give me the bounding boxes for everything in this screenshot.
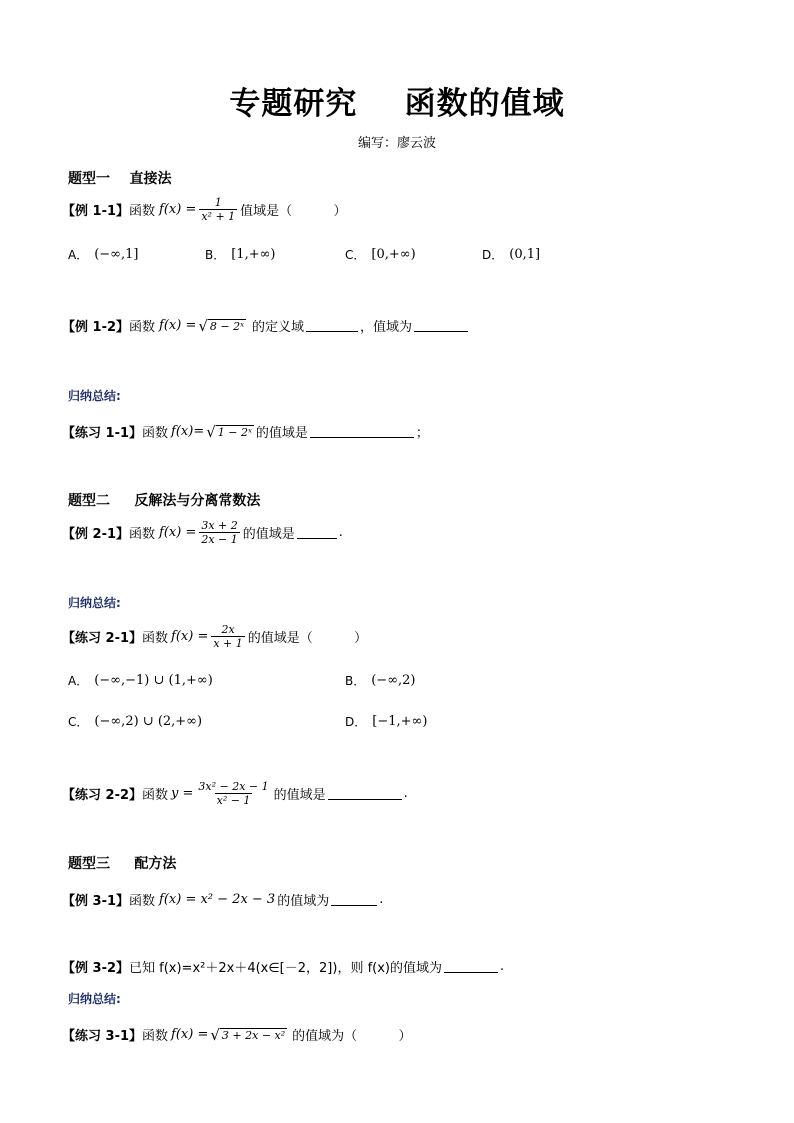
answer-blank[interactable] xyxy=(297,526,337,539)
option-value: (0,1] xyxy=(509,247,541,262)
example-2-1 xyxy=(62,519,343,546)
option-b[interactable] xyxy=(345,672,416,689)
function-lhs: f(x)= xyxy=(171,424,205,439)
example-1-2 xyxy=(62,316,470,335)
end-mark: . xyxy=(500,959,505,974)
option-c[interactable] xyxy=(68,713,202,730)
option-value: [0,+∞) xyxy=(371,247,416,262)
radicand: 1 − 2ˣ xyxy=(217,425,252,439)
radical-sign: √ xyxy=(210,1025,220,1044)
square-root xyxy=(210,1027,287,1043)
function-lhs: f(x) = xyxy=(159,525,197,540)
author-line: 编写：廖云波 xyxy=(357,136,436,151)
option-value: [−1,+∞) xyxy=(372,714,428,729)
radicand: 3 + 2x − x² xyxy=(221,1028,286,1042)
option-label: D． xyxy=(482,248,504,262)
example-tag: 【例 1-1】 xyxy=(62,204,130,219)
practice-tag: 【练习 2-2】 xyxy=(62,788,143,803)
square-root xyxy=(198,318,246,334)
example-prefix: 函数 xyxy=(129,894,156,909)
practice-prefix: 函数 xyxy=(142,631,169,646)
option-label: B． xyxy=(205,248,226,262)
practice-prefix: 函数 xyxy=(142,426,169,441)
fraction-denominator: 2x − 1 xyxy=(201,533,238,546)
question-stem: 的值域为 xyxy=(277,894,330,909)
end-mark: . xyxy=(379,892,384,907)
radical-sign: √ xyxy=(206,422,216,441)
function-lhs: f(x) = xyxy=(159,202,197,217)
example-prefix: 函数 xyxy=(129,320,156,335)
question-stem: 的值域是（ ） xyxy=(247,631,368,646)
page-title: 专题研究 函数的值域 xyxy=(229,86,565,122)
option-value: [1,+∞) xyxy=(231,247,276,262)
fraction-numerator: 1 xyxy=(214,196,222,209)
function-lhs: f(x) = xyxy=(159,318,197,333)
answer-blank[interactable] xyxy=(331,893,377,906)
function-lhs: f(x) = xyxy=(171,629,209,644)
question-stem: 的值域是 xyxy=(255,426,308,441)
option-label: C． xyxy=(68,715,89,729)
answer-blank[interactable] xyxy=(328,787,402,800)
practice-tag: 【练习 2-1】 xyxy=(62,631,143,646)
question-stem: 的值域是 xyxy=(273,788,326,803)
option-label: C． xyxy=(345,248,366,262)
section-heading-2: 题型二 反解法与分离常数法 xyxy=(68,493,261,509)
practice-prefix: 函数 xyxy=(142,788,169,803)
summary-label: 归纳总结: xyxy=(68,389,121,403)
example-3-2 xyxy=(62,957,504,976)
question-stem-2: ，值域为 xyxy=(360,320,413,335)
question-stem: 的值域为（ ） xyxy=(292,1029,412,1044)
practice-2-2 xyxy=(62,780,408,807)
example-prefix: 函数 xyxy=(129,527,156,542)
section-heading-3: 题型三 配方法 xyxy=(68,856,177,872)
example-tag: 【例 2-1】 xyxy=(62,527,130,542)
option-value: (−∞,2) xyxy=(371,673,416,688)
option-value: (−∞,−1) ∪ (1,+∞) xyxy=(94,673,213,688)
radicand: 8 − 2ˣ xyxy=(209,319,245,333)
question-stem: 的值域是 xyxy=(242,527,295,542)
square-root xyxy=(206,424,254,440)
example-tag: 【例 3-2】 xyxy=(62,961,130,976)
answer-blank[interactable] xyxy=(310,425,414,438)
fraction-denominator: x² + 1 xyxy=(201,210,236,223)
practice-2-1 xyxy=(62,623,367,650)
function-lhs: f(x) = xyxy=(171,1027,209,1042)
answer-blank[interactable] xyxy=(306,319,358,332)
option-value: (−∞,2) ∪ (2,+∞) xyxy=(94,714,203,729)
end-mark: ； xyxy=(415,426,429,441)
fraction-numerator: 3x² − 2x − 1 xyxy=(198,780,269,793)
fraction-denominator: x² − 1 xyxy=(216,794,251,807)
example-tag: 【例 1-2】 xyxy=(62,320,130,335)
function-lhs: y = xyxy=(171,786,194,801)
end-mark: . xyxy=(403,786,408,801)
practice-tag: 【练习 1-1】 xyxy=(62,426,143,441)
fraction xyxy=(196,780,270,807)
option-a[interactable] xyxy=(68,246,139,263)
summary-label: 归纳总结: xyxy=(68,992,121,1006)
summary-label: 归纳总结: xyxy=(68,596,121,610)
option-label: D． xyxy=(345,715,367,729)
option-c[interactable] xyxy=(345,246,416,263)
radical-sign: √ xyxy=(198,316,208,335)
option-b[interactable] xyxy=(205,246,276,263)
function-expression: f(x) = x² − 2x − 3 xyxy=(159,892,276,907)
option-d[interactable] xyxy=(482,246,540,263)
option-label: A． xyxy=(68,674,89,688)
fraction-numerator: 2x xyxy=(221,623,235,636)
example-prefix: 函数 xyxy=(129,204,156,219)
question-stem: 值域是（ ） xyxy=(240,204,347,219)
answer-blank[interactable] xyxy=(444,960,498,973)
end-mark: . xyxy=(338,525,343,540)
answer-blank[interactable] xyxy=(414,319,468,332)
practice-3-1 xyxy=(62,1025,411,1044)
option-d[interactable] xyxy=(345,713,427,730)
practice-1-1 xyxy=(62,422,429,441)
fraction xyxy=(199,196,237,223)
example-3-1 xyxy=(62,890,383,909)
fraction xyxy=(211,623,244,650)
fraction-denominator: x + 1 xyxy=(213,637,243,650)
example-tag: 【例 3-1】 xyxy=(62,894,130,909)
question-stem: 的定义域 xyxy=(252,320,305,335)
fraction-numerator: 3x + 2 xyxy=(201,519,238,532)
option-label: B． xyxy=(345,674,366,688)
option-a[interactable] xyxy=(68,672,213,689)
option-value: (−∞,1] xyxy=(94,247,139,262)
practice-tag: 【练习 3-1】 xyxy=(62,1029,143,1044)
practice-prefix: 函数 xyxy=(142,1029,169,1044)
fraction xyxy=(199,519,239,546)
section-heading-1: 题型一 直接法 xyxy=(68,171,172,187)
question-stem: 已知 f(x)=x²＋2x＋4(x∈[－2，2])，则 f(x)的值域为 xyxy=(129,961,442,976)
example-1-1 xyxy=(62,196,347,223)
option-label: A． xyxy=(68,248,89,262)
